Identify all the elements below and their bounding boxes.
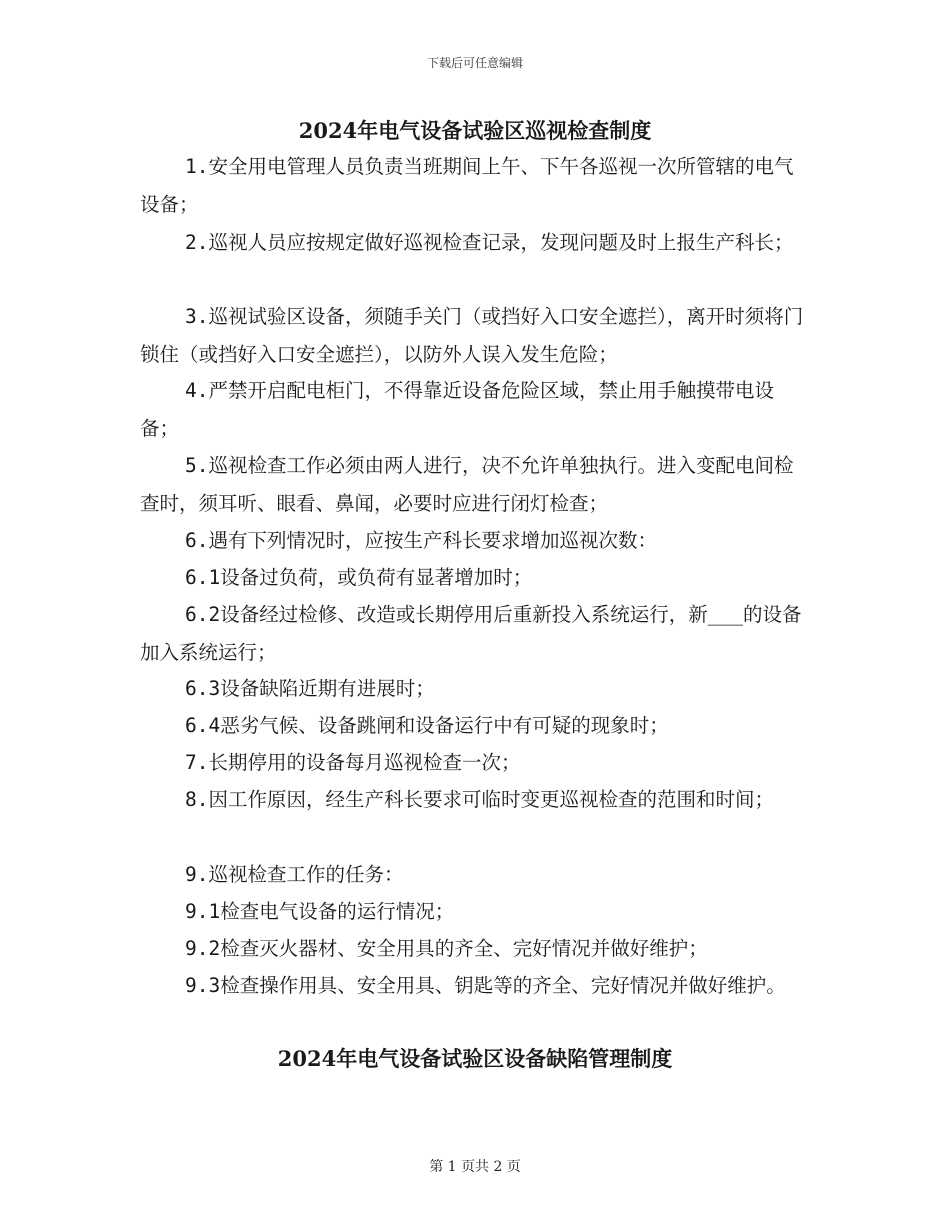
paragraph-6-3: 6.3设备缺陷近期有进展时； (185, 677, 435, 700)
paragraph-6-4: 6.4恶劣气候、设备跳闸和设备运行中有可疑的现象时； (185, 714, 669, 737)
paragraph-9-3: 9.3检查操作用具、安全用具、钥匙等的齐全、完好情况并做好维护。 (185, 974, 786, 997)
paragraph-2: 2.巡视人员应按规定做好巡视检查记录，发现问题及时上报生产科长； (185, 231, 794, 254)
paragraph-9: 9.巡视检查工作的任务： (185, 863, 404, 886)
paragraph-7: 7.长期停用的设备每月巡视检查一次； (185, 751, 521, 774)
paragraph-3: 3.巡视试验区设备，须随手关门（或挡好入口安全遮拦），离开时须将门锁住（或挡好入口安全遮拦），以防外人误入发生危险； (140, 305, 804, 366)
paragraph-8: 8.因工作原因，经生产科长要求可临时变更巡视检查的范围和时间； (185, 788, 774, 811)
paragraph-1: 1.安全用电管理人员负责当班期间上午、下午各巡视一次所管辖的电气设备； (140, 155, 794, 216)
paragraph-5: 5.巡视检查工作必须由两人进行，决不允许单独执行。进入变配电间检查时，须耳听、眼看、鼻闻，必要时应进行闭灯检查； (140, 454, 794, 515)
paragraph-9-2: 9.2检查灭火器材、安全用具的齐全、完好情况并做好维护； (185, 937, 708, 960)
page-footer: 第 1 页共 2 页 (429, 1159, 521, 1175)
paragraph-9-1: 9.1检查电气设备的运行情况； (185, 900, 455, 923)
paragraph-4: 4.严禁开启配电柜门，不得靠近设备危险区域，禁止用手触摸带电设备； (140, 379, 774, 440)
paragraph-6-2: 6.2设备经过检修、改造或长期停用后重新投入系统运行，新___的设备加入系统运行； (140, 603, 802, 664)
document-title: 2024年电气设备试验区巡视检查制度 (298, 118, 652, 143)
header-note: 下载后可任意编辑 (426, 56, 523, 70)
next-section-title: 2024年电气设备试验区设备缺陷管理制度 (277, 1046, 673, 1071)
paragraph-6: 6.遇有下列情况时，应按生产科长要求增加巡视次数： (185, 529, 657, 552)
paragraph-6-1: 6.1设备过负荷，或负荷有显著增加时； (185, 566, 533, 589)
